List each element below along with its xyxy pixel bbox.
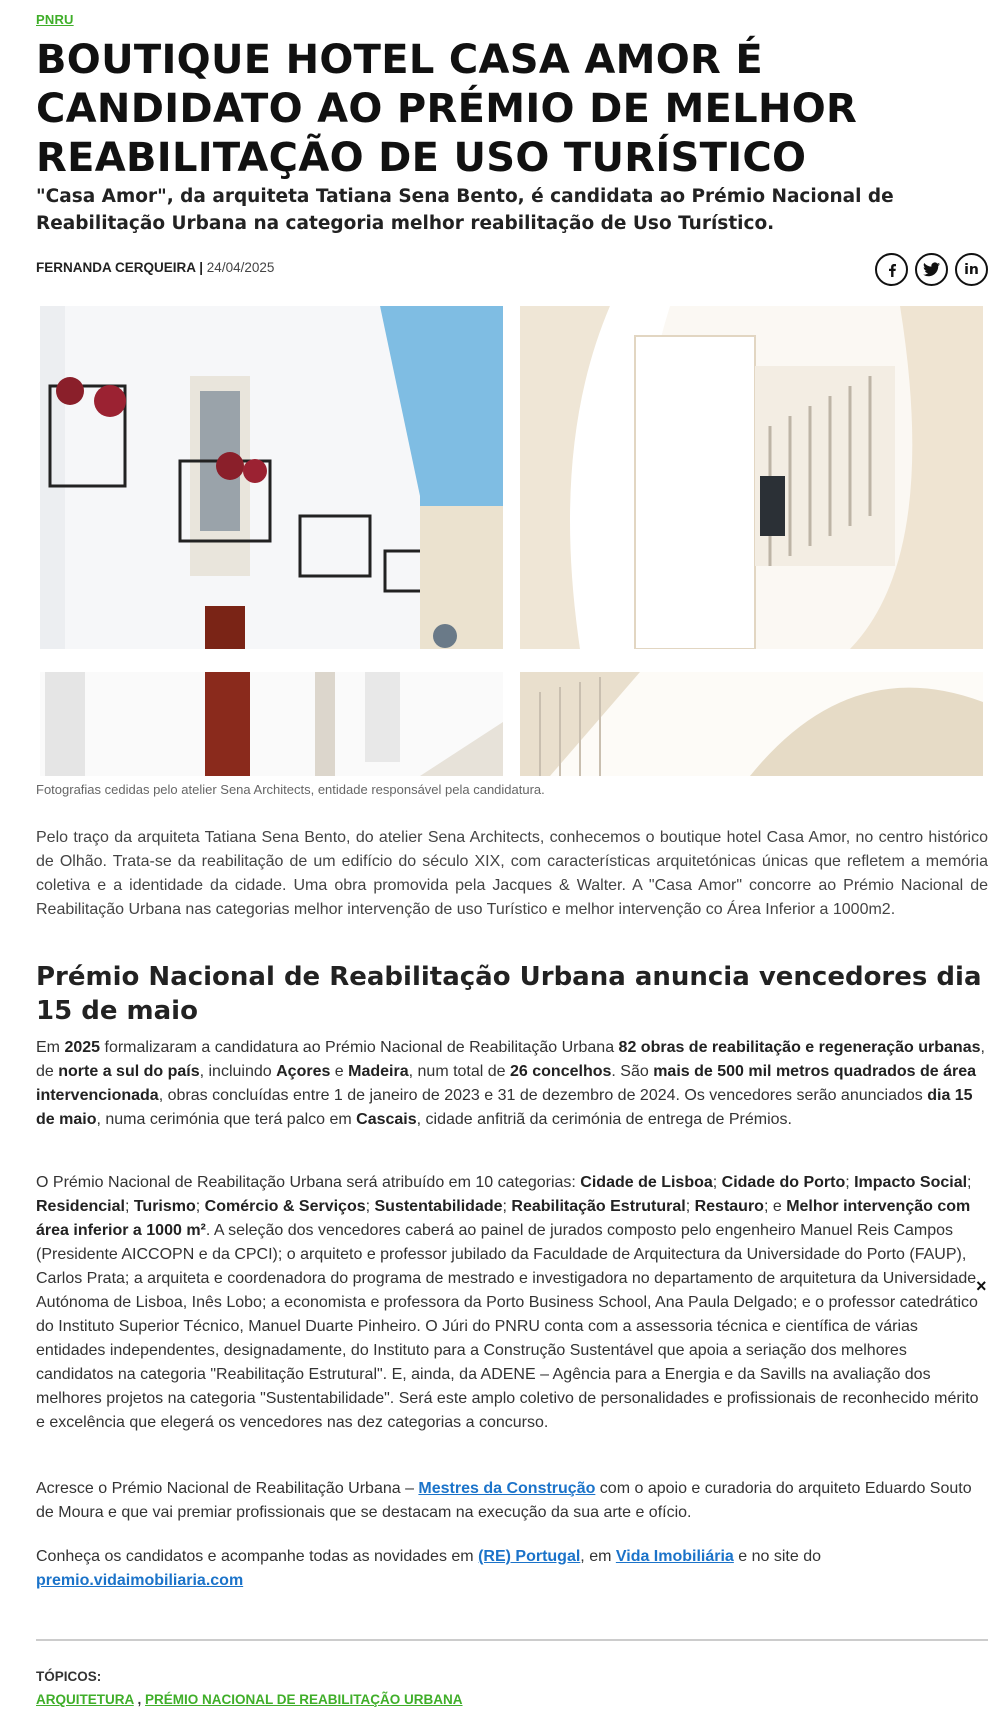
linkedin-icon[interactable]: [955, 253, 988, 286]
hotel-facade-photo: [40, 306, 503, 649]
article-title: BOUTIQUE HOTEL CASA AMOR É CANDIDATO AO PRÉMIO DE MELHOR REABILITAÇÃO DE USO TURÍSTICO: [36, 37, 858, 181]
topics-list: [36, 1692, 463, 1707]
topic-separator: ,: [133, 1692, 146, 1707]
twitter-icon[interactable]: [915, 253, 948, 286]
topic-link-premio[interactable]: PRÉMIO NACIONAL DE REABILITAÇÃO URBANA: [145, 1692, 463, 1707]
re-portugal-link[interactable]: (RE) Portugal: [478, 1548, 581, 1565]
category-link[interactable]: PNRU: [36, 12, 74, 27]
body-paragraph-4: Conheça os candidatos e acompanhe todas as novidades em (RE) Portugal, em Vida Imobiliária e no site do premio.vidaimobiliaria.com: [36, 1548, 821, 1589]
byline: [36, 260, 274, 275]
article-subtitle: "Casa Amor", da arquiteta Tatiana Sena Bento, é candidata ao Prémio Nacional de Reabilitação Urbana na categoria melhor reabilitação de Uso Turístico.: [36, 186, 894, 234]
section-heading: Prémio Nacional de Reabilitação Urbana anuncia vencedores dia 15 de maio: [36, 962, 982, 1026]
linkedin-label: in: [964, 261, 979, 278]
premio-site-link[interactable]: premio.vidaimobiliaria.com: [36, 1572, 244, 1589]
hotel-street-photo: [40, 672, 503, 776]
topic-link-arquitetura[interactable]: ARQUITETURA: [36, 1692, 134, 1707]
hotel-interior-arch-photo: [520, 306, 983, 649]
facebook-icon[interactable]: [875, 253, 908, 286]
author-name: FERNANDA CERQUEIRA |: [36, 260, 204, 275]
photo-caption: Fotografias cedidas pelo atelier Sena Architects, entidade responsável pela candidatura.: [36, 782, 545, 797]
hotel-arch-detail-photo: [520, 672, 983, 776]
share-buttons: [875, 253, 988, 286]
intro-paragraph: Pelo traço da arquiteta Tatiana Sena Bento, do atelier Sena Architects, conhecemos o boutique hotel Casa Amor, no centro histórico de Olhão. Trata-se da reabilitação de um edifício do século XIX, com características arquitetónicas únicas que refletem a memória coletiva e a identidade da cidade. Uma obra promovida pela Jacques & Walter. A "Casa Amor" concorre ao Prémio Nacional de Reabilitação Urbana nas categorias melhor intervenção de uso Turístico e melhor intervenção co Área Inferior a 1000m2.: [36, 829, 988, 918]
body-paragraph-3: Acresce o Prémio Nacional de Reabilitação Urbana – Mestres da Construção com o apoio e curadoria do arquiteto Eduardo Souto de Moura e que vai premiar profissionais que se destacam na execução da sua arte e ofício.: [36, 1480, 972, 1521]
body-paragraph-1: Em 2025 formalizaram a candidatura ao Prémio Nacional de Reabilitação Urbana 82 obras de reabilitação e regeneração urbanas, de norte a sul do país, incluindo Açores e Madeira, num total de 26 concelhos. São mais de 500 mil metros quadrados de área intervencionada, obras concluídas entre 1 de janeiro de 2023 e 31 de dezembro de 2024. Os vencedores serão anunciados dia 15 de maio, numa cerimónia que terá palco em Cascais, cidade anfitriã da cerimónia de entrega de Prémios.: [36, 1039, 985, 1128]
mestres-da-construcao-link[interactable]: Mestres da Construção: [418, 1480, 596, 1497]
body-paragraph-2: O Prémio Nacional de Reabilitação Urbana será atribuído em 10 categorias: Cidade de Lisboa; Cidade do Porto; Impacto Social; Residencial; Turismo; Comércio & Serviços; Sustentabilidade; Reabilitação Estrutural; Restauro; e Melhor intervenção com área inferior a 1000 m². A seleção dos vencedores caberá ao painel de jurados composto pelo engenheiro Manuel Reis Campos (Presidente AICCOPN e da CPCI); o arquiteto e professor jubilado da Faculdade de Arquitectura da Universidade do Porto (FAUP), Carlos Prata; a arquiteta e coordenadora do programa de mestrado e investigadora no departamento de arquitetura da Universidade Autónoma de Lisboa, Inês Lobo; a economista e professora da Porto Business School, Ana Paula Delgado; e o professor catedrático do Instituto Superior Técnico, Manuel Duarte Pinheiro. O Júri do PNRU conta com a assessoria técnica e científica de várias entidades independentes, designadamente, do Instituto para a Construção Sustentável que apoia a seriação dos melhores candidatos na categoria "Reabilitação Estrutural". E, ainda, da ADENE – Agência para a Energia e da Savills na avaliação dos melhores projetos na categoria "Sustentabilidade". Será este amplo coletivo de personalidades e profissionais de reconhecido mérito e excelência que elegerá os vencedores nas dez categorias a concurso.: [36, 1174, 979, 1431]
topics-label: TÓPICOS:: [36, 1669, 102, 1684]
divider: [36, 1639, 988, 1641]
close-icon[interactable]: ×: [976, 1276, 987, 1296]
vida-imobiliaria-link[interactable]: Vida Imobiliária: [615, 1548, 734, 1565]
publish-date: 24/04/2025: [206, 260, 275, 275]
